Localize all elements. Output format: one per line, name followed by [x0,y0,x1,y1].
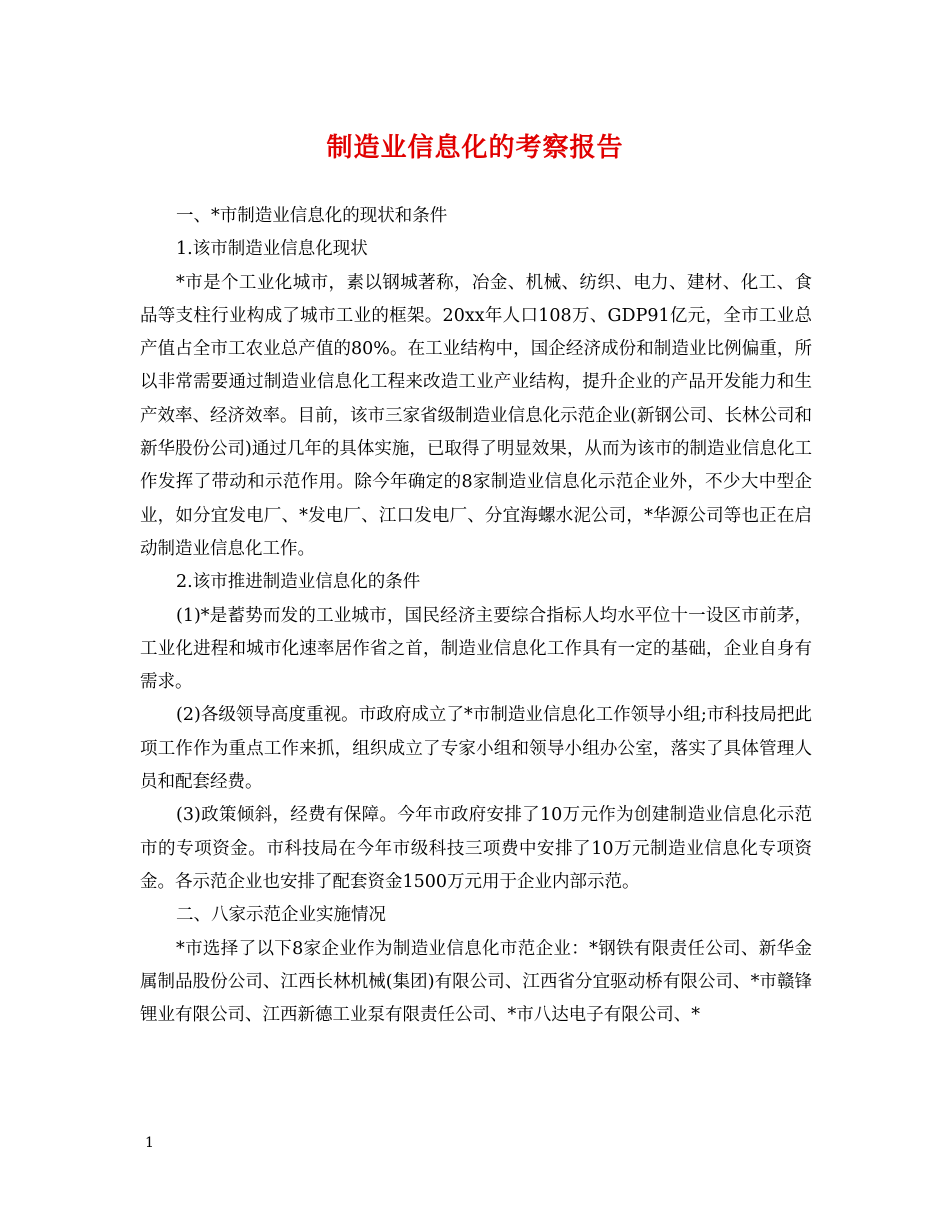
paragraph-enterprises: *市选择了以下8家企业作为制造业信息化市范企业：*钢铁有限责任公司、新华金属制品股份公司、江西长林机械(集团)有限公司、江西省分宜驱动桥有限公司、*市赣锋锂业有限公司、江西新德工业泵有限责任公司、*市八达电子有限公司、* [140,938,812,1026]
document-title: 制造业信息化的考察报告 [326,133,624,163]
document-body [140,200,812,1032]
subsection-heading-1: 1.该市制造业信息化现状 [176,239,368,260]
section-heading-2: 二、八家示范企业实施情况 [176,905,386,926]
paragraph-condition-2: (2)各级领导高度重视。市政府成立了*市制造业信息化工作领导小组;市科技局把此项工作作为重点工作来抓，组织成立了专家小组和领导小组办公室，落实了具体管理人员和配套经费。 [140,705,812,793]
paragraph-status: *市是个工业化城市，素以钢城著称，冶金、机械、纺织、电力、建材、化工、食品等支柱行业构成了城市工业的框架。20xx年人口108万、GDP91亿元，全市工业总产值占全市工农业总产值的80%。在工业结构中，国企经济成份和制造业比例偏重，所以非常需要通过制造业信息化工程来改造工业产业结构，提升企业的产品开发能力和生产效率、经济效率。目前，该市三家省级制造业信息化示范企业(新钢公司、长林公司和新华股份公司)通过几年的具体实施，已取得了明显效果，从而为该市的制造业信息化工作发挥了带动和示范作用。除今年确定的8家制造业信息化示范企业外，不少大中型企业，如分宜发电厂、*发电厂、江口发电厂、分宜海螺水泥公司，*华源公司等也正在启动制造业信息化工作。 [140,272,812,559]
paragraph-condition-3: (3)政策倾斜，经费有保障。今年市政府安排了10万元作为创建制造业信息化示范市的专项资金。市科技局在今年市级科技三项费中安排了10万元制造业信息化专项资金。各示范企业也安排了配套资金1500万元用于企业内部示范。 [140,805,812,892]
subsection-heading-2: 2.该市推进制造业信息化的条件 [176,572,421,593]
paragraph-condition-1: (1)*是蓄势而发的工业城市，国民经济主要综合指标人均水平位十一设区市前茅，工业化进程和城市化速率居作省之首，制造业信息化工作具有一定的基础，企业自身有需求。 [140,605,812,693]
section-heading-1: 一、*市制造业信息化的现状和条件 [176,206,448,226]
page-number: 1 [145,1135,154,1151]
